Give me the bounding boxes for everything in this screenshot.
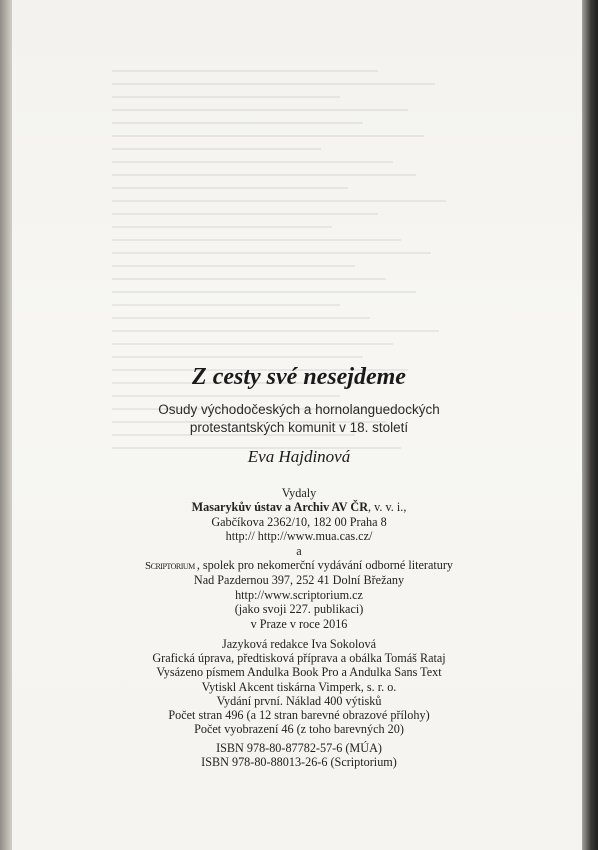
credits-block: [0, 637, 598, 736]
publisher2-line: [0, 558, 598, 573]
publisher2-name: , spolek pro nekomerční vydávání odborné literatury: [196, 558, 454, 573]
book-author: Eva Hajdinová: [247, 447, 351, 466]
publisher1-name: Masarykův ústav a Archiv AV ČR: [191, 500, 369, 515]
isbn-line: ISBN 978-80-87782-57-6 (MÚA): [216, 741, 382, 755]
publisher1-suffix: , v. v. i.,: [368, 500, 407, 515]
credit-line: Vysázeno písmem Andulka Book Pro a Andulka Sans Text: [156, 665, 442, 680]
publisher1-url: http:// http://www.mua.cas.cz/: [225, 529, 373, 544]
publisher2-url: http://www.scriptorium.cz: [235, 587, 363, 602]
publication-number: (jako svoji 227. publikaci): [234, 602, 364, 617]
conjunction: a: [296, 543, 302, 558]
publisher1-line: [0, 500, 598, 514]
subtitle-line: protestantských komunit v 18. století: [189, 420, 409, 435]
credit-line: Jazyková redakce Iva Sokolová: [222, 637, 376, 651]
publisher2-address: Nad Pazdernou 397, 252 41 Dolní Břežany: [193, 573, 405, 588]
subtitle-line: Osudy východočeských a hornolanguedockých: [158, 402, 440, 417]
isbn-block: [0, 741, 598, 770]
imprint-block: [0, 486, 598, 631]
credit-line: Grafická úprava, předtisková příprava a obálka Tomáš Rataj: [152, 651, 446, 666]
credit-line: Počet vyobrazení 46 (z toho barevných 20): [194, 722, 404, 737]
place-year: v Praze v roce 2016: [250, 616, 348, 631]
credit-line: Vytiskl Akcent tiskárna Vimperk, s. r. o.: [201, 679, 397, 694]
isbn-line: ISBN 978-80-88013-26-6 (Scriptorium): [201, 755, 397, 770]
publisher1-address: Gabčíkova 2362/10, 182 00 Praha 8: [211, 514, 387, 529]
scriptorium-logo: Scriptorium: [144, 560, 195, 573]
published-by-label: Vydaly: [281, 486, 317, 500]
credit-line: Vydání první. Náklad 400 výtisků: [216, 693, 382, 708]
book-title: Z cesty své nesejdeme: [192, 364, 406, 390]
credit-line: Počet stran 496 (a 12 stran barevné obrazové přílohy): [168, 708, 430, 723]
book-subtitle: [0, 401, 598, 437]
